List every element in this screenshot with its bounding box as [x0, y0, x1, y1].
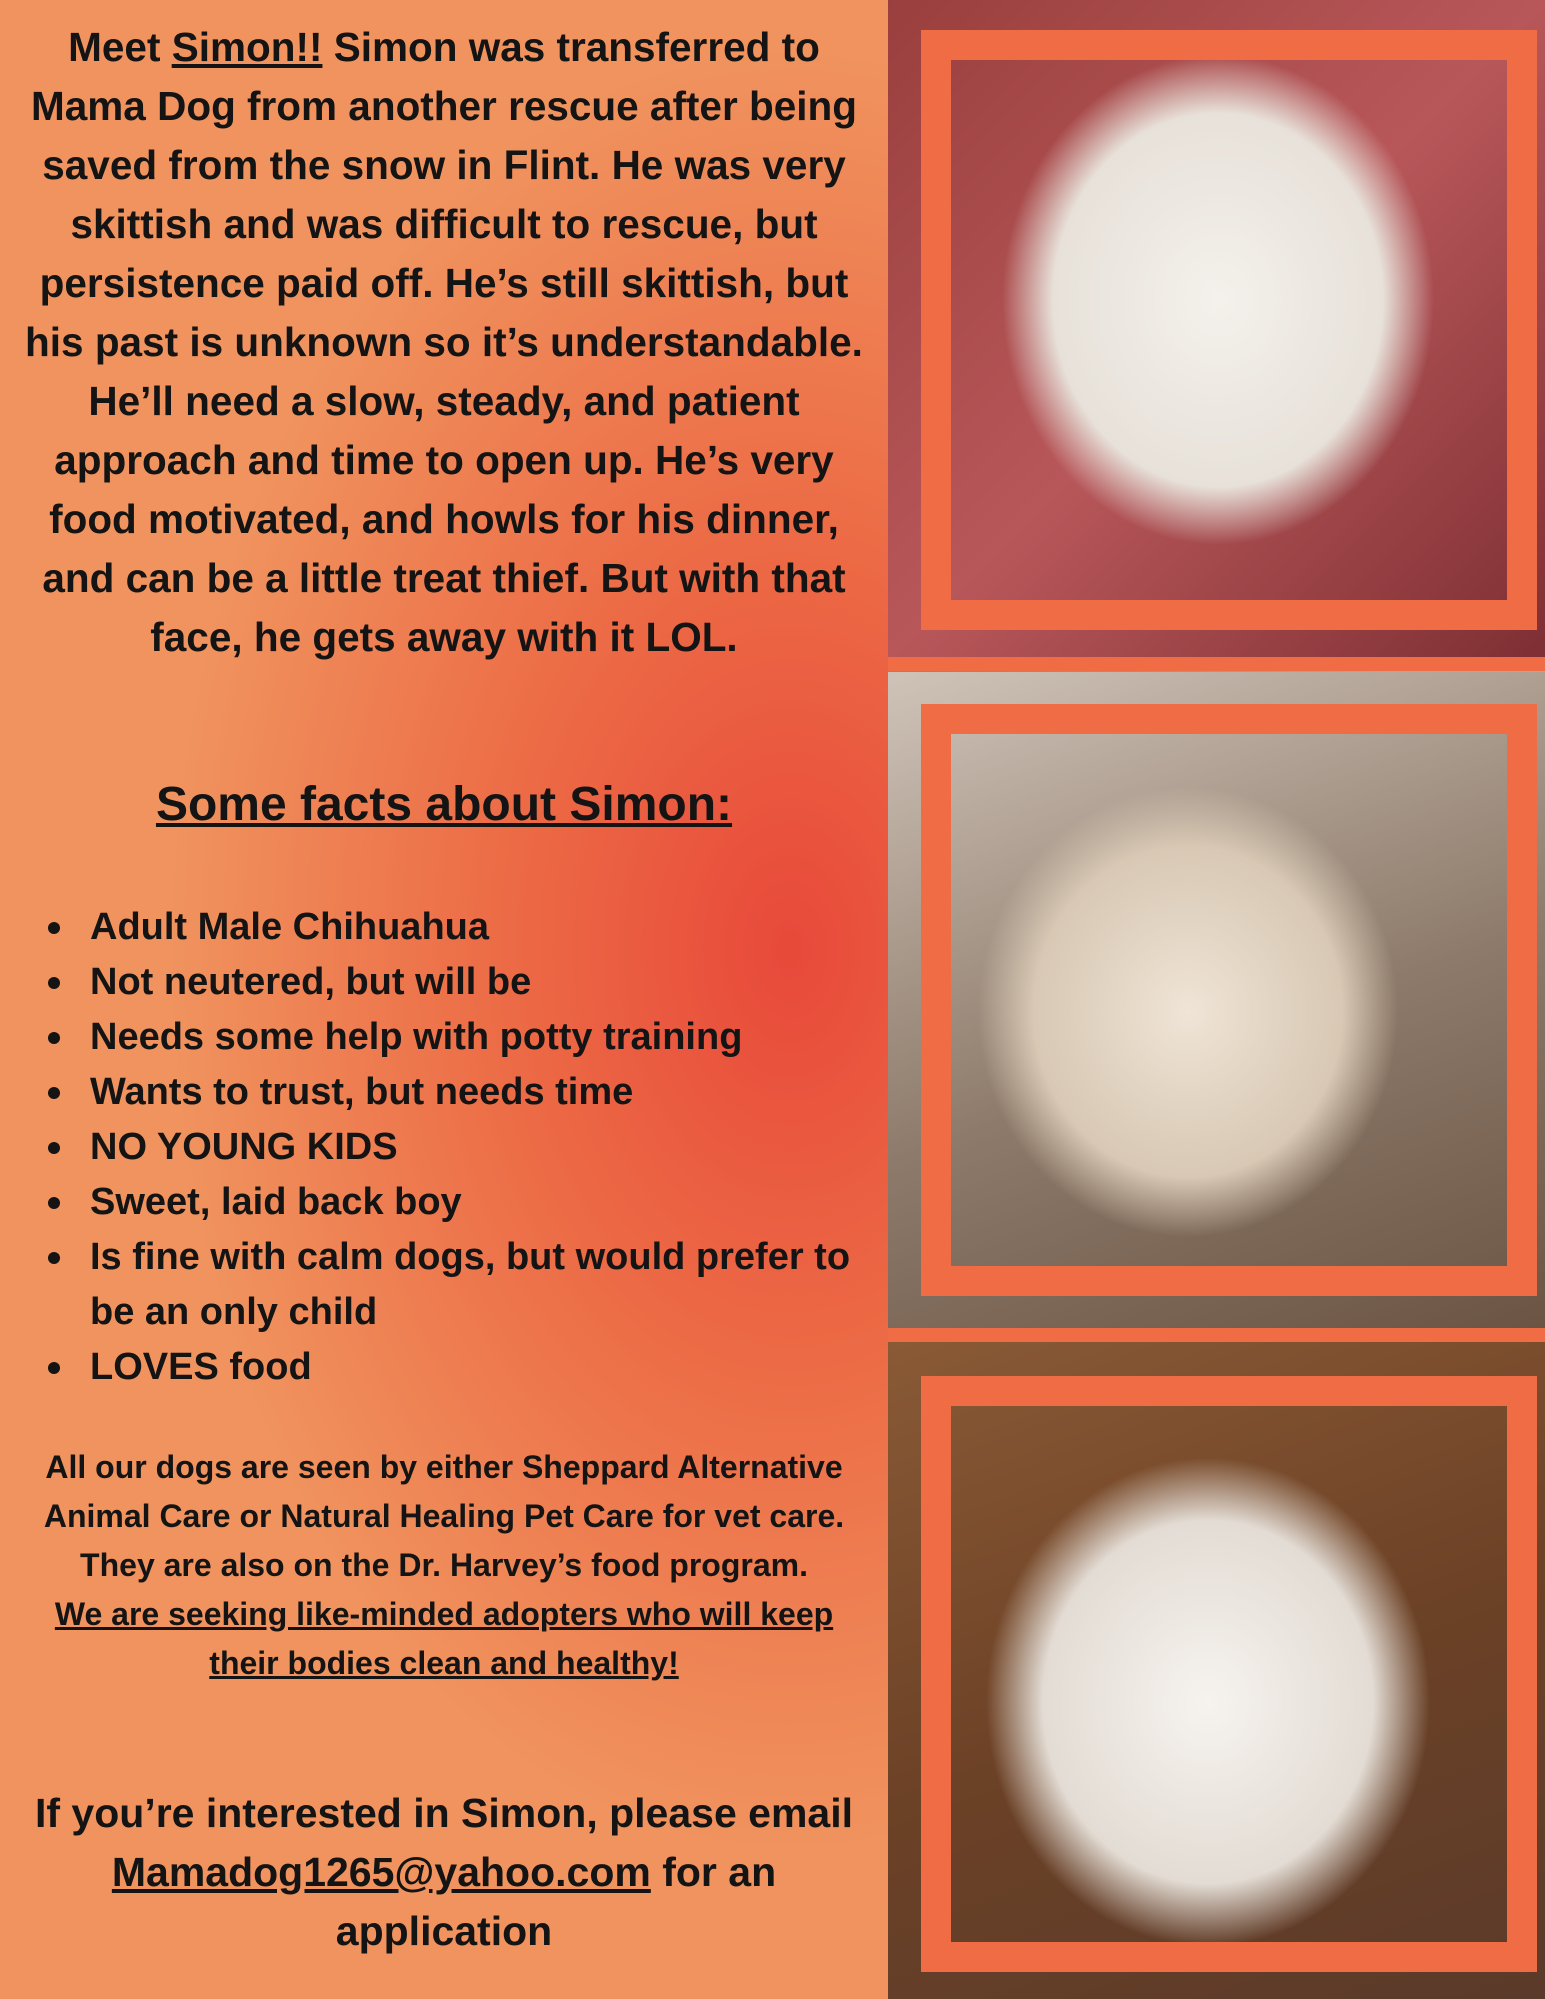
vet-underlined-text: We are seeking like-minded adopters who will keep their bodies clean and healthy! — [54, 1596, 834, 1681]
fact-item: Needs some help with potty training — [90, 1010, 870, 1065]
vet-text: All our dogs are seen by either Sheppard Alternative Animal Care or Natural Healing Pet Care for vet care. They are also on the Dr. Harvey’s food program. — [43, 1449, 845, 1583]
contact-before: If you’re interested in Simon, please email — [35, 1790, 853, 1836]
photo-divider — [888, 657, 1545, 671]
vet-paragraph — [30, 1443, 858, 1688]
photo-frame — [921, 30, 1537, 630]
contact-paragraph — [20, 1784, 868, 1961]
photo-frame — [921, 704, 1537, 1296]
fact-item: NO YOUNG KIDS — [90, 1120, 870, 1175]
contact-after: for an application — [335, 1849, 777, 1954]
fact-item: Sweet, laid back boy — [90, 1175, 870, 1230]
photo-frame — [921, 1376, 1537, 1972]
fact-item: LOVES food — [90, 1340, 870, 1395]
fact-item: Is fine with calm dogs, but would prefer to be an only child — [90, 1230, 870, 1340]
facts-list — [90, 900, 870, 1395]
fact-item: Wants to trust, but needs time — [90, 1065, 870, 1120]
facts-heading: Some facts about Simon: — [155, 778, 733, 831]
intro-paragraph — [20, 18, 868, 667]
fact-item: Not neutered, but will be — [90, 955, 870, 1010]
intro-text: Simon was transferred to Mama Dog from another rescue after being saved from the snow in Flint. He was very skittish and was difficult to rescue, but persistence paid off. He’s still skittish, but his past is unknown so it’s understandable. He’ll need a slow, steady, and patient approach and time to open up. He’s very food motivated, and howls for his dinner, and can be a little treat thief. But with that face, he gets away with it LOL. — [25, 24, 863, 660]
dog-photo-3 — [888, 1342, 1545, 1999]
dog-photo-1 — [888, 0, 1545, 657]
dog-name: Simon!! — [171, 24, 323, 70]
fact-item: Adult Male Chihuahua — [90, 900, 870, 955]
dog-photo-2 — [888, 672, 1545, 1328]
email-link[interactable]: Mamadog1265@yahoo.com — [111, 1849, 651, 1895]
photo-divider — [888, 1328, 1545, 1342]
intro-meet: Meet — [68, 24, 161, 70]
